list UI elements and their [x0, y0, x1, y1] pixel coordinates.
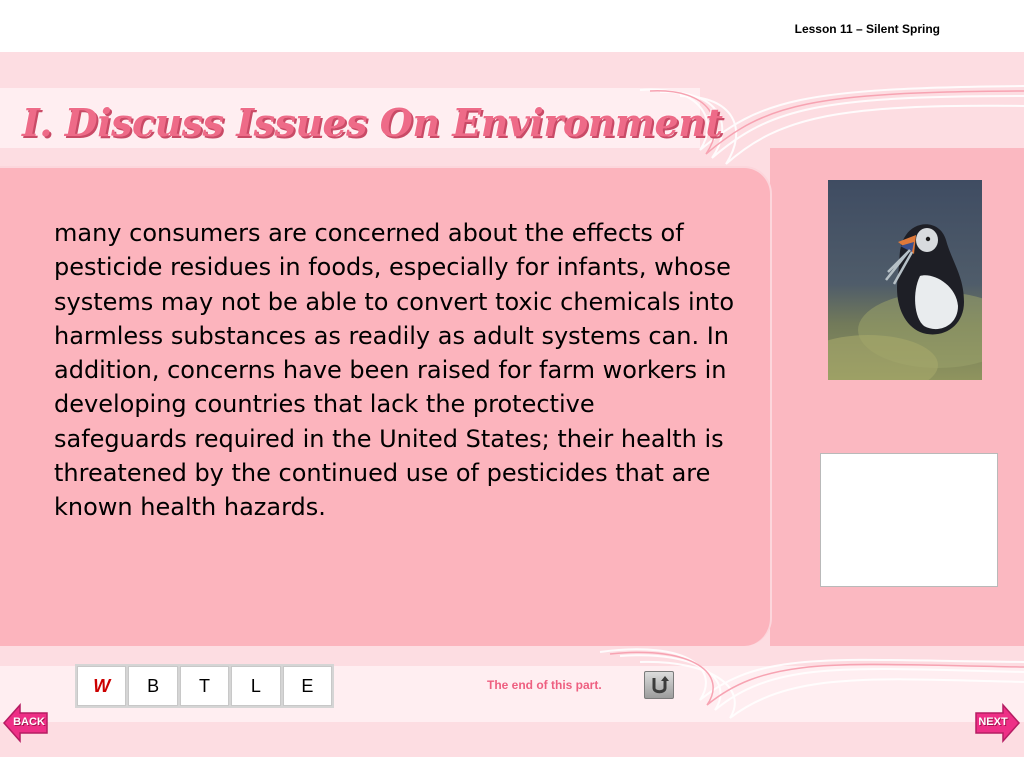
lesson-label: Lesson 11 – Silent Spring	[794, 22, 940, 36]
letter-nav	[75, 664, 334, 708]
back-label: BACK	[13, 716, 45, 728]
nav-letter-t[interactable]: T	[180, 666, 229, 706]
return-arrow-icon	[648, 674, 670, 696]
nav-letter-l[interactable]: L	[231, 666, 280, 706]
next-button[interactable]	[973, 702, 1021, 748]
next-label: NEXT	[978, 716, 1008, 728]
puffin-photo	[828, 180, 982, 380]
nav-letter-e[interactable]: E	[283, 666, 332, 706]
body-paragraph: many consumers are concerned about the effects of pesticide residues in foods, especially for infants, whose systems may not be able to convert toxic chemicals into harmless substances as readily as adult systems can. In addition, concerns have been raised for farm workers in developing countries that lack the protective safeguards required in the United States; their health is threatened by the continued use of pesticides that are known health hazards.	[54, 219, 735, 522]
nav-letter-b[interactable]: B	[128, 666, 177, 706]
nav-letter-w[interactable]: W	[77, 666, 126, 706]
page-title: I. Discuss Issues On Environment	[22, 100, 723, 145]
end-of-part-text: The end of this part.	[487, 678, 602, 692]
return-button[interactable]	[644, 671, 674, 699]
blank-media-box	[820, 453, 998, 587]
back-button[interactable]	[2, 702, 50, 748]
